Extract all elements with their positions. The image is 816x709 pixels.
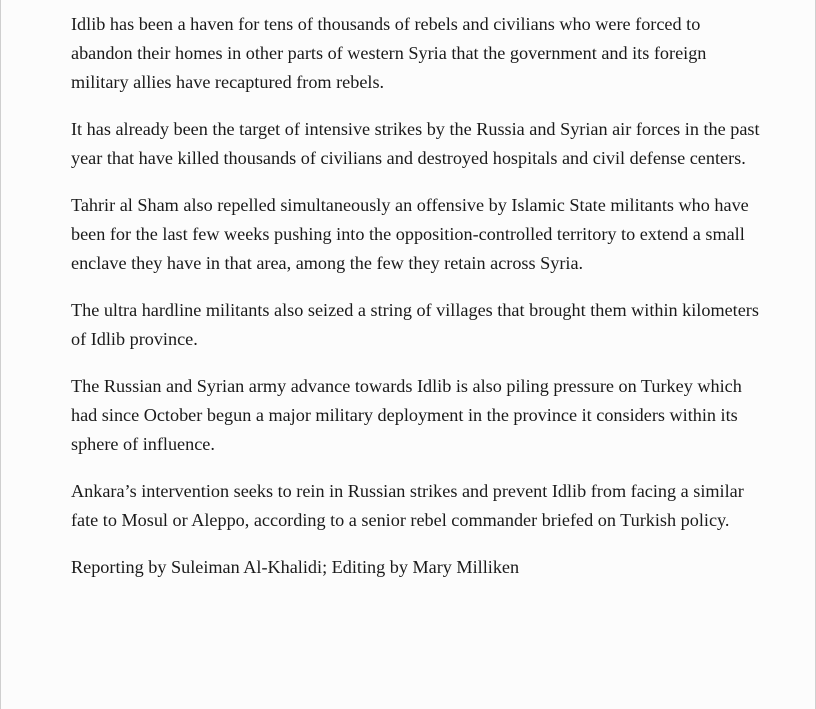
article-body <box>71 10 761 600</box>
article-paragraph: Tahrir al Sham also repelled simultaneously an offensive by Islamic State militants who have been for the last few weeks pushing into the opposition-controlled territory to extend a small enclave they have in that area, among the few they retain across Syria. <box>71 195 749 273</box>
article-paragraph: Idlib has been a haven for tens of thousands of rebels and civilians who were forced to abandon their homes in other parts of western Syria that the government and its foreign military allies have recaptured from rebels. <box>71 14 707 92</box>
article-paragraph: The Russian and Syrian army advance towards Idlib is also piling pressure on Turkey which had since October begun a major military deployment in the province it considers within its sphere of influence. <box>71 376 742 454</box>
article-byline: Reporting by Suleiman Al-Khalidi; Editing by Mary Milliken <box>71 557 520 577</box>
article-paragraph: It has already been the target of intensive strikes by the Russia and Syrian air forces in the past year that have killed thousands of civilians and destroyed hospitals and civil defense centers. <box>71 119 760 168</box>
article-paragraph: The ultra hardline militants also seized a string of villages that brought them within kilometers of Idlib province. <box>71 300 759 349</box>
article-paragraph: Ankara’s intervention seeks to rein in Russian strikes and prevent Idlib from facing a similar fate to Mosul or Aleppo, according to a senior rebel commander briefed on Turkish policy. <box>71 481 744 530</box>
